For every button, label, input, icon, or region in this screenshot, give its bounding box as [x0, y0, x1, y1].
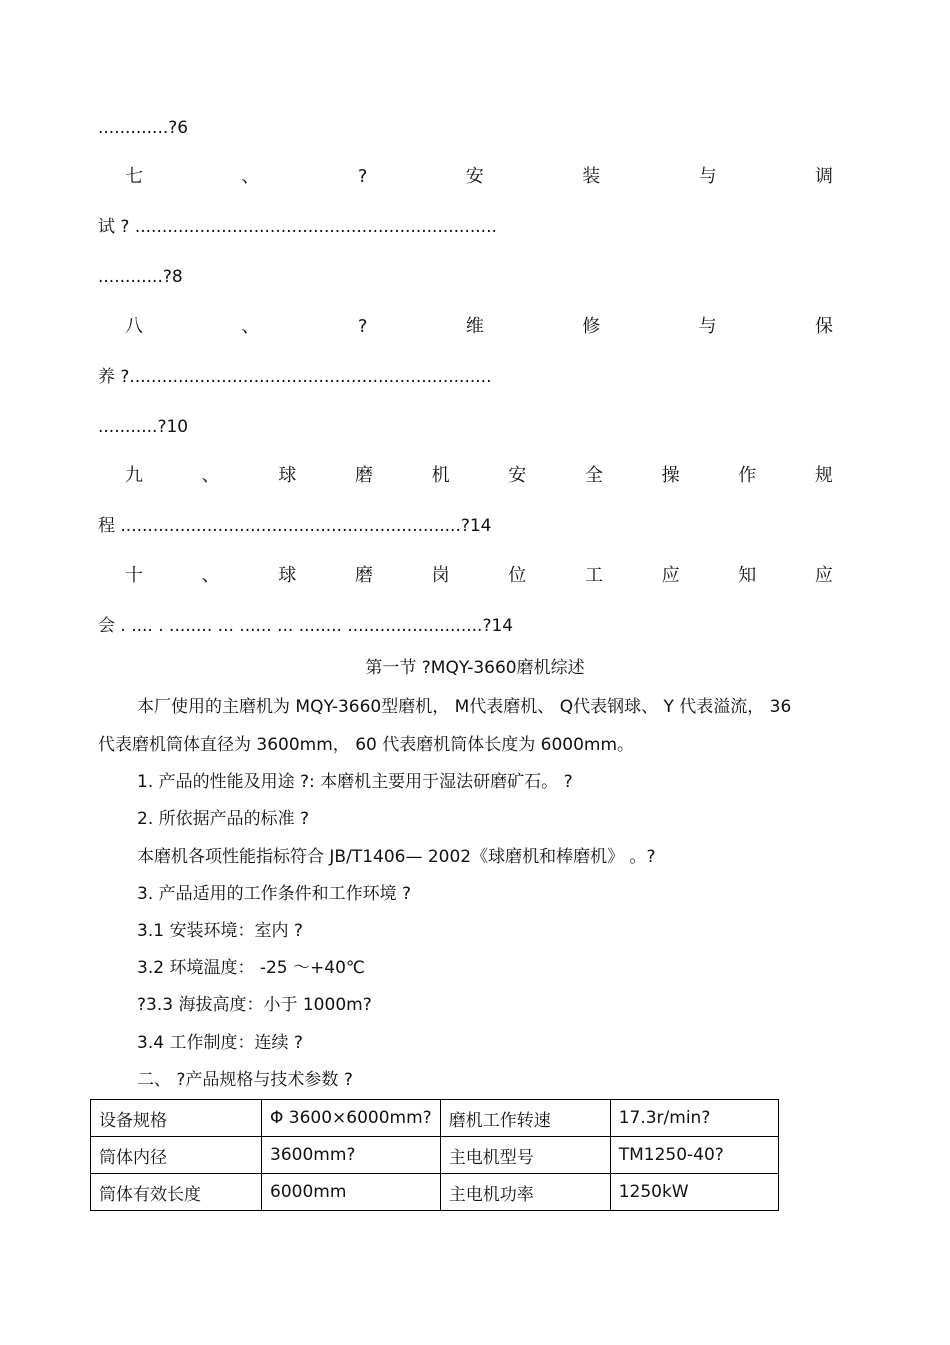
toc-page-ref-8: ............?8 [98, 267, 183, 287]
table-row [91, 1100, 779, 1137]
toc-char: 与 [698, 316, 717, 337]
table-cell: 17.3r/min? [610, 1100, 778, 1137]
para-standard: 2. 所依据产品的标准 ? [137, 809, 310, 829]
para-conditions: 3. 产品适用的工作条件和工作环境 ? [137, 884, 412, 904]
toc-char: 球 [278, 565, 297, 586]
para-work-mode: 3.4 工作制度：连续 ? [137, 1033, 303, 1053]
intro-line-1: 本厂使用的主磨机为 MQY-3660型磨机， M代表磨机、 Q代表钢球、 Y 代表溢流， 36 [137, 697, 792, 717]
toc-char: 保 [815, 316, 833, 337]
toc-char: 应 [814, 565, 833, 586]
toc-page-ref-10: ...........?10 [98, 417, 189, 437]
toc-char: 工 [584, 565, 603, 586]
toc-item-8-continuation: 养 ?................................................................... [98, 367, 492, 387]
toc-char: 机 [431, 465, 450, 486]
intro-line-2: 代表磨机筒体直径为 3600mm， 60 代表磨机筒体长度为 6000mm。 [98, 735, 635, 755]
toc-char: 维 [465, 316, 484, 337]
toc-char: 、 [241, 166, 260, 187]
toc-char: 知 [738, 565, 757, 586]
table-cell: 筒体有效长度 [91, 1174, 262, 1211]
table-row [91, 1174, 779, 1211]
table-row [91, 1137, 779, 1174]
table-cell: 1250kW [610, 1174, 778, 1211]
toc-char: 球 [278, 465, 297, 486]
para-install-env: 3.1 安装环境：室内 ? [137, 921, 303, 941]
toc-char: 操 [661, 465, 680, 486]
toc-char: 九 [125, 465, 143, 486]
table-cell: TM1250-40? [610, 1137, 778, 1174]
toc-item-8 [125, 316, 833, 338]
toc-char: ? [357, 316, 368, 337]
toc-char: 装 [582, 166, 601, 187]
toc-char: 磨 [354, 465, 373, 486]
toc-char: 应 [661, 565, 680, 586]
toc-char: 安 [508, 465, 527, 486]
para-performance: 1. 产品的性能及用途 ?: 本磨机主要用于湿法研磨矿石。 ? [137, 772, 573, 792]
para-standard-detail: 本磨机各项性能指标符合 JB/T1406— 2002《球磨机和棒磨机》 。? [137, 847, 656, 867]
table-cell: Φ 3600×6000mm? [262, 1100, 441, 1137]
toc-char: 八 [125, 316, 143, 337]
toc-item-10 [125, 565, 833, 587]
table-cell: 筒体内径 [91, 1137, 262, 1174]
toc-char: 七 [125, 166, 143, 187]
table-cell: 磨机工作转速 [440, 1100, 610, 1137]
table-cell: 3600mm? [262, 1137, 441, 1174]
toc-char: ? [357, 166, 368, 187]
toc-item-9 [125, 465, 833, 487]
toc-char: 磨 [354, 565, 373, 586]
spec-table [90, 1099, 779, 1211]
toc-char: 调 [815, 166, 833, 187]
toc-char: 与 [698, 166, 717, 187]
toc-char: 、 [201, 565, 220, 586]
toc-char: 位 [508, 565, 527, 586]
toc-char: 修 [582, 316, 601, 337]
toc-char: 作 [738, 465, 757, 486]
toc-page-ref-6: .............?6 [98, 118, 189, 138]
toc-char: 全 [584, 465, 603, 486]
table-cell: 6000mm [262, 1174, 441, 1211]
table-cell: 主电机功率 [440, 1174, 610, 1211]
toc-item-9-continuation: 程 ...............................................................?14 [98, 516, 492, 536]
toc-item-7-continuation: 试 ? ................................................................... [98, 217, 497, 237]
toc-item-10-continuation: 会 . .... . ........ ... ...... ... ........ .........................?14 [98, 616, 514, 636]
toc-char: 安 [465, 166, 484, 187]
toc-char: 十 [125, 565, 143, 586]
para-spec-heading: 二、 ?产品规格与技术参数 ? [137, 1070, 353, 1090]
toc-char: 、 [201, 465, 220, 486]
section-title: 第一节 ?MQY-3660磨机综述 [365, 658, 585, 678]
table-cell: 设备规格 [91, 1100, 262, 1137]
para-altitude: ?3.3 海拔高度：小于 1000m? [137, 995, 372, 1015]
table-cell: 主电机型号 [440, 1137, 610, 1174]
para-temperature: 3.2 环境温度： -25 ～+40℃ [137, 958, 365, 978]
toc-char: 岗 [431, 565, 450, 586]
toc-item-7 [125, 166, 833, 188]
toc-char: 规 [814, 465, 833, 486]
toc-char: 、 [241, 316, 260, 337]
